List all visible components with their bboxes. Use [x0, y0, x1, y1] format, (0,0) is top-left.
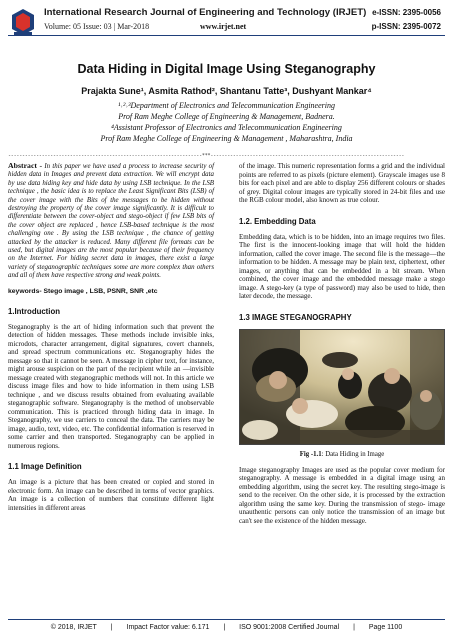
affiliation-line-4: Prof Ram Meghe College of Engineering & Management , Maharashtra, India	[100, 134, 353, 143]
introduction-text: Steganography is the art of hiding information such that prevent the detection of hidden messages. These methods include invisible inks, microdots, character arrangement, digital signatures, covert channels, and spread spectrum communications etc. Steganography hides the message so that it cannot be seen. A message in cipher text, for instance, might arouse suspicion on the part of the recipient while an —invisible message created with steganographic methods will not. In this article we discuss image files and how to hide information in them using LSB technique , and we discuss results obtained from evaluating available steganographic software. Steganography is the method of unobservable communication. This is practiced through hiding data in image. In Steganography, we use carriers to conceal the data. The carriers may be image, audio, text, video, etc. The confidential information is reserved in some carrier and then transported. Steganography can be applied in numerous regions.	[8, 322, 214, 450]
paper-authors: Prajakta Sune¹, Asmita Rathod², Shantanu Tatte³, Dushyant Mankar⁴	[81, 86, 372, 96]
embedding-data-text: Embedding data, which is to be hidden, into an image requires two files. The first is the innocent-looking image that will hold the hidden information, called the cover image. The second file is the message—the information to be hidden. A message may be plain text, ciphertext, other images, or anything that can be embedded in a bit stream. When combined, the cover image and the embedded message make a stego image. A stego-key (a type of password) may also be used to hide, then later decode, the message.	[239, 232, 445, 300]
volume-issue: Volume: 05 Issue: 03 | Mar-2018	[44, 22, 150, 31]
affiliation-line-3: ⁴Assistant Professor of Electronics and Telecommunication Engineering	[111, 123, 342, 132]
journal-header	[0, 0, 453, 40]
affiliation-line-2: Prof Ram Meghe College of Engineering & Management, Badnera.	[118, 112, 335, 121]
e-issn: e-ISSN: 2395-0056	[372, 8, 441, 17]
footer-rule	[8, 619, 445, 620]
journal-website[interactable]: www.irjet.net	[200, 22, 247, 31]
figure-data-hiding-painting	[239, 329, 445, 445]
footer-copyright: © 2018, IRJET	[50, 624, 97, 631]
figure-caption-text: : Data Hiding in Image	[321, 450, 385, 458]
section-divider: ---------------------------------------------------------------------***---------------------------------------------------------------------	[8, 153, 405, 159]
image-steganography-text: Image steganography Images are used as the popular cover medium for steganography. A message is embedded in a digital image using an embedding algorithm, using the secret key. The resulting stego-image is send to the receiver. On the other side, it is processed by the extraction algorithm using the same key. During the transmission of stego- image unauthentic persons can only notice the transmission of an image but can't see the existence of the hidden message.	[239, 465, 445, 525]
irjet-logo	[10, 8, 36, 36]
painting-image	[240, 330, 445, 445]
journal-title: International Research Journal of Engineering and Technology (IRJET)	[44, 7, 367, 18]
image-definition-continued: of the image. This numeric representation forms a grid and the individual points are referred to as pixels (picture element). Grayscale images use 8 bits for each pixel and are able to display 256 different colours or shades of grey. Digital colour images are typically stored in 24-bit files and use the RGB colour model, also known as true colour.	[239, 162, 445, 204]
image-steganography-heading: 1.3 IMAGE STEGANOGRAPHY	[239, 312, 352, 322]
p-issn: p-ISSN: 2395-0072	[371, 22, 441, 31]
introduction-heading: 1.Introduction	[8, 306, 60, 316]
figure-label: Fig -1.1	[299, 450, 322, 458]
abstract	[8, 162, 214, 281]
page-footer	[0, 624, 453, 631]
embedding-data-heading: 1.2. Embedding Data	[239, 216, 316, 226]
image-definition-heading: 1.1 Image Definition	[8, 462, 82, 472]
footer-separator: |	[110, 624, 113, 631]
affiliation-line-1: ¹˒²˒³Department of Electronics and Telecommunication Engineering	[117, 101, 335, 110]
footer-impact-factor: Impact Factor value: 6.171	[126, 624, 210, 631]
image-definition-text: An image is a picture that has been created or copied and stored in electronic form. An image can be described in terms of vector graphics. An image is a collection of numbers that constitute different light intensities in different areas	[8, 478, 214, 512]
paper-title: Data Hiding in Digital Image Using Steganography	[77, 62, 376, 76]
keywords: keywords- Stego image , LSB, PSNR, SNR ,etc	[8, 287, 158, 295]
footer-iso: ISO 9001:2008 Certified Journal	[239, 624, 340, 631]
right-column	[239, 162, 445, 525]
abstract-label: Abstract -	[8, 161, 43, 170]
footer-separator: |	[353, 624, 355, 631]
abstract-text: In this paper we have used a process to increase security of hidden data in Images and prevent data extraction. We will encrypt data by use data hiding key and hide data by using LSB technique. In the LSB technique , the basic idea is to replace the Least Significant Bits (LSB) of the cover image with the Bits of the messages to be hidden without destroying the property of the cover image significantly. It is difficult to differentiate between the cover-object and stego-object if few LSB bits of the cover object are replaced , hence LSB-based technique is the most challenging one . By using the LSB technique , the chance of getting attacked by the attacker is reduced. Many different file formats can be used, but digital images are the most popular because of their frequency on the Internet. For hiding secret data in images, there exist a large variety of steganographic techniques some are more complex than others and all of them have respective strong and weak points.	[8, 163, 214, 280]
footer-page-number: Page 1100	[368, 624, 403, 631]
figure-caption	[239, 451, 445, 458]
left-column	[8, 162, 214, 512]
footer-separator: |	[223, 624, 226, 631]
header-rule	[8, 35, 445, 36]
